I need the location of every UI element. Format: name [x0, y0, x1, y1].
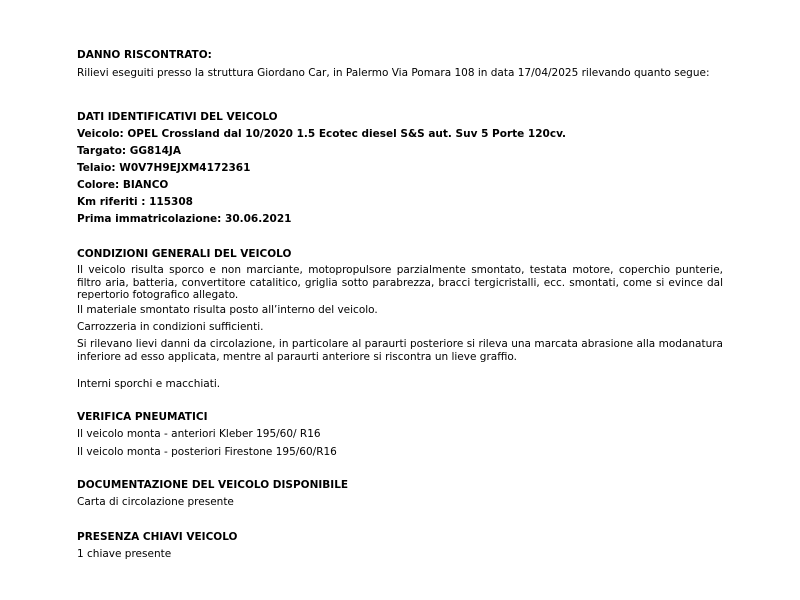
pneumatici-heading: VERIFICA PNEUMATICI: [77, 411, 208, 423]
section-chiavi: [77, 530, 723, 560]
section-condizioni: [77, 247, 723, 390]
condizioni-paragraph-2: Il materiale smontato risulta posto all’interno del veicolo.: [77, 304, 378, 316]
condizioni-paragraph-1: Il veicolo risulta sporco e non marciante, motopropulsore parzialmente smontato, testata motore, coperchio punterie, filtro aria, batteria, convertitore catalitico, griglia sotto parabrezza, bracci tergicristalli, ecc. smontati, come si evince dal repertorio fotografico allegato.: [77, 264, 723, 301]
section-documentazione: [77, 478, 723, 508]
danno-heading: DANNO RISCONTRATO:: [77, 49, 212, 61]
section-pneumatici: [77, 410, 723, 458]
chiavi-text: 1 chiave presente: [77, 548, 172, 560]
km-line: Km riferiti : 115308: [77, 196, 193, 208]
veicolo-line: Veicolo: OPEL Crossland dal 10/2020 1.5 Ecotec diesel S&S aut. Suv 5 Porte 120cv.: [77, 128, 567, 140]
danno-text: Rilievi eseguiti presso la struttura Giordano Car, in Palermo Via Pomara 108 in data 17/04/2025 rilevando quanto segue:: [77, 67, 710, 79]
documentazione-heading: DOCUMENTAZIONE DEL VEICOLO DISPONIBILE: [77, 479, 349, 491]
condizioni-heading: CONDIZIONI GENERALI DEL VEICOLO: [77, 248, 292, 260]
chiavi-heading: PRESENZA CHIAVI VEICOLO: [77, 531, 238, 543]
dati-heading: DATI IDENTIFICATIVI DEL VEICOLO: [77, 111, 278, 123]
pneumatici-posteriori: Il veicolo monta - posteriori Firestone 195/60/R16: [77, 446, 337, 458]
pneumatici-anteriori: Il veicolo monta - anteriori Kleber 195/60/ R16: [77, 428, 321, 440]
condizioni-paragraph-5: Interni sporchi e macchiati.: [77, 378, 221, 390]
documentazione-text: Carta di circolazione presente: [77, 496, 234, 508]
section-dati: [77, 110, 723, 225]
condizioni-paragraph-4: Si rilevano lievi danni da circolazione, in particolare al paraurti posteriore si rileva una marcata abrasione alla modanatura inferiore ad esso applicata, mentre al paraurti anteriore si riscontra un lieve graffio.: [77, 338, 723, 363]
immatricolazione-line: Prima immatricolazione: 30.06.2021: [77, 213, 292, 225]
telaio-line: Telaio: W0V7H9EJXM4172361: [77, 162, 251, 174]
condizioni-paragraph-3: Carrozzeria in condizioni sufficienti.: [77, 321, 264, 333]
targato-line: Targato: GG814JA: [77, 145, 181, 157]
section-danno: [77, 48, 723, 80]
colore-line: Colore: BIANCO: [77, 179, 169, 191]
